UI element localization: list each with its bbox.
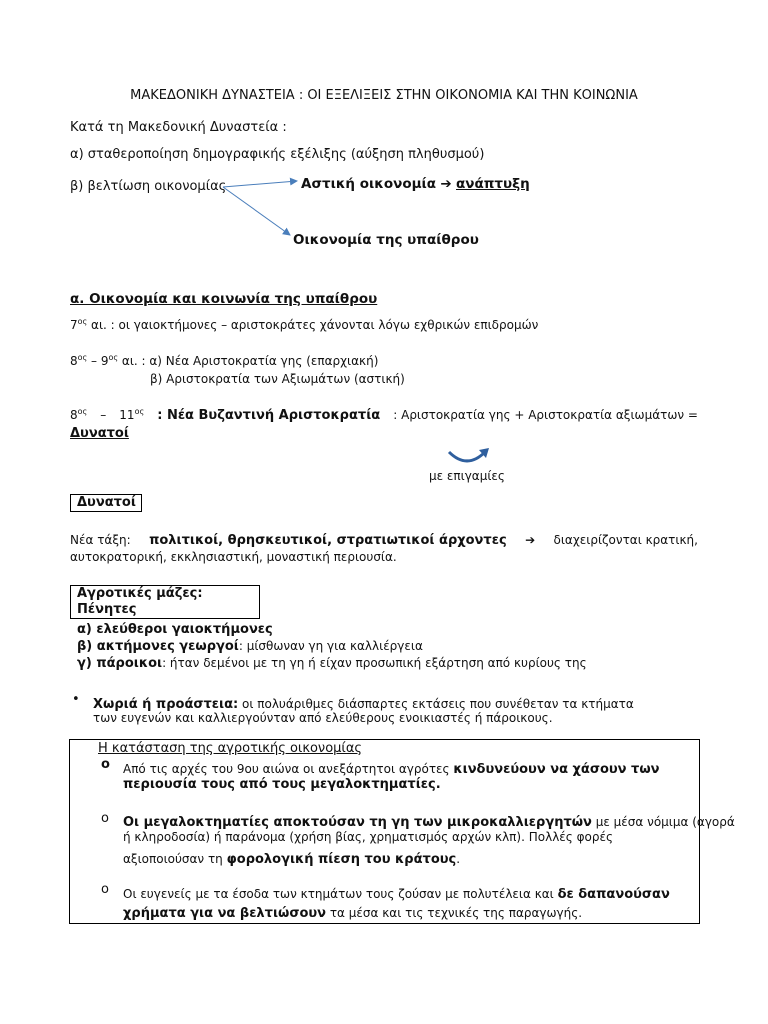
arrow-right-icon: ➔ bbox=[440, 176, 452, 192]
box-item-2-line-3: αξιοποιούσαν τη φορολογική πίεση του κράτους. bbox=[123, 852, 461, 867]
villages-line-2: των ευγενών και καλλιεργούνταν από ελεύθερους ενοικιαστές ή πάροικους. bbox=[93, 711, 553, 725]
century-8-9: $8^{o\varsigma} - 9^{o\varsigma}$ αι. : α) Νέα Αριστοκρατία γης (επαρχιακή) bbox=[70, 353, 379, 368]
section-heading: α. Οικονομία και κοινωνία της υπαίθρου bbox=[70, 291, 378, 307]
century-7: $7^{o\varsigma}$ αι. : οι γαιοκτήμονες – αριστοκράτες χάνονται λόγω εχθρικών επιδρομών bbox=[70, 317, 539, 332]
box-item-2: Οι μεγαλοκτηματίες αποκτούσαν τη γη των μικροκαλλιεργητών με μέσα νόμιμα (αγορά bbox=[123, 815, 735, 830]
arrow-right-icon: ➔ bbox=[525, 533, 536, 547]
point-a: α) σταθεροποίηση δημογραφικής εξέλιξης (αύξηση πληθυσμού) bbox=[70, 147, 485, 162]
bullet-icon: o bbox=[101, 757, 110, 772]
masses-item-b: β) ακτήμονες γεωργοί: μίσθωναν γη για καλλιέργεια bbox=[77, 639, 423, 654]
bullet-icon: o bbox=[101, 811, 109, 826]
masses-item-c: γ) πάροικοι: ήταν δεμένοι με τη γη ή είχαν προσωπική εξάρτηση από κυρίους της bbox=[77, 656, 587, 671]
bullet-icon: o bbox=[101, 882, 109, 897]
rural-economy: Οικονομία της υπαίθρου bbox=[293, 232, 479, 248]
masses-box: Αγροτικές μάζες: Πένητες bbox=[70, 585, 260, 619]
box-item-1: Από τις αρχές του 9ου αιώνα οι ανεξάρτητοι αγρότες κινδυνεύουν να χάσουν των bbox=[123, 762, 660, 777]
bullet-icon: • bbox=[72, 692, 80, 707]
arrow-right-icon bbox=[223, 181, 297, 187]
villages-line: Χωριά ή προάστεια: οι πολυάριθμες διάσπαρτες εκτάσεις που συνέθεταν τα κτήματα bbox=[93, 697, 634, 712]
marriage-label: με επιγαμίες bbox=[429, 469, 505, 483]
dynatoi-label: Δυνατοί bbox=[70, 426, 129, 441]
arrow-diagram bbox=[215, 175, 305, 245]
urban-economy: Αστική οικονομία bbox=[301, 176, 437, 192]
development: ανάπτυξη bbox=[456, 176, 530, 192]
box-heading: Η κατάσταση της αγροτικής οικονομίας bbox=[98, 741, 363, 756]
box-item-2-line-2: ή κληροδοσία) ή παράνομα (χρήση βίας, χρηματισμός αρχών κλπ). Πολλές φορές bbox=[123, 830, 614, 844]
century-8-9-b: β) Αριστοκρατία των Αξιωμάτων (αστική) bbox=[150, 372, 405, 386]
box-item-3-line-2: χρήματα για να βελτιώσουν τα μέσα και τις τεχνικές της παραγωγής. bbox=[123, 906, 583, 921]
urban-economy-line bbox=[301, 176, 530, 192]
new-class-line-2: αυτοκρατορική, εκκλησιαστική, μοναστική περιουσία. bbox=[70, 550, 397, 564]
intro-text: Κατά τη Μακεδονική Δυναστεία : bbox=[70, 120, 287, 135]
box-item-3: Οι ευγενείς με τα έσοδα των κτημάτων τους ζούσαν με πολυτέλεια και δε δαπανούσαν bbox=[123, 887, 670, 902]
box-item-1-line-2: περιουσία τους από τους μεγαλοκτηματίες. bbox=[123, 777, 441, 792]
arrow-down-right-icon bbox=[223, 187, 290, 235]
point-b: β) βελτίωση οικονομίας bbox=[70, 179, 227, 194]
page-title: ΜΑΚΕΔΟΝΙΚΗ ΔΥΝΑΣΤΕΙΑ : ΟΙ ΕΞΕΛΙΞΕΙΣ ΣΤΗΝ ΟΙΚΟΝΟΜΙΑ ΚΑΙ ΤΗΝ ΚΟΙΝΩΝΙΑ bbox=[130, 88, 638, 103]
curved-arrow-icon bbox=[445, 444, 493, 468]
masses-item-a: α) ελεύθεροι γαιοκτήμονες bbox=[77, 622, 273, 637]
dynatoi-box: Δυνατοί bbox=[70, 494, 142, 512]
century-8-11: $8^{o\varsigma}$ – $11^{o\varsigma}$ : Νέα Βυζαντινή Αριστοκρατία : Αριστοκρατία γης + Αριστοκρατία αξιωμάτων = bbox=[70, 407, 698, 423]
new-class-line: Νέα τάξη: πολιτικοί, θρησκευτικοί, στρατιωτικοί άρχοντες ➔ διαχειρίζονται κρατική, bbox=[70, 533, 698, 548]
